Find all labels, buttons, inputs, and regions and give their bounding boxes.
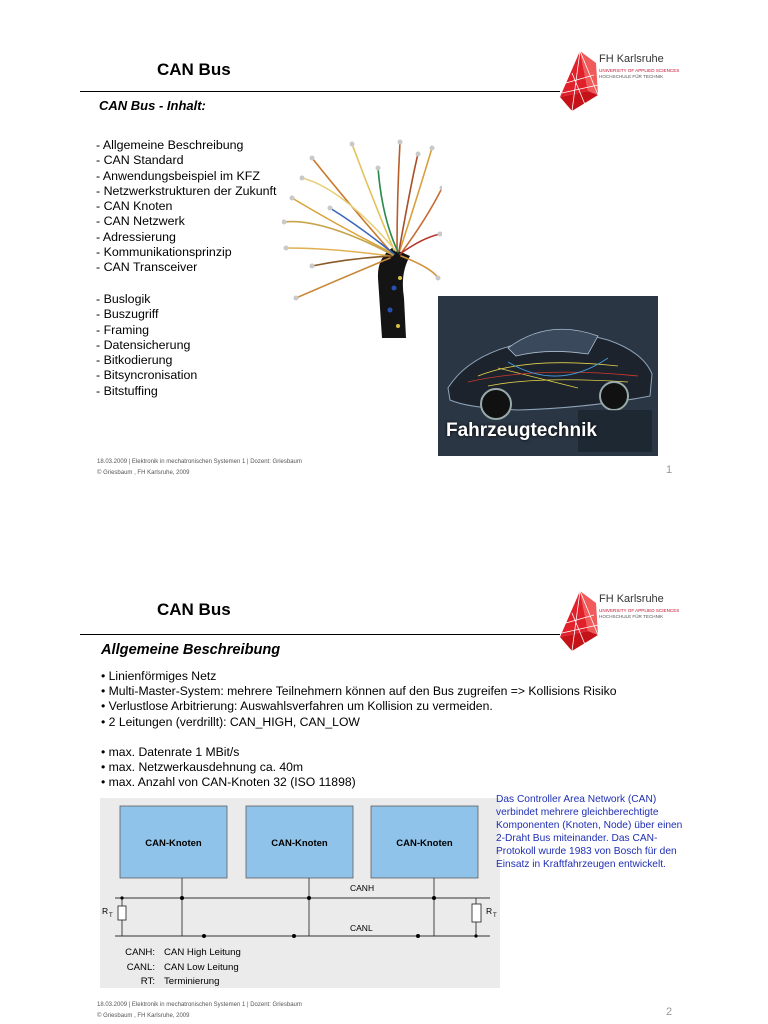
rt-label: R xyxy=(486,906,493,916)
canh-label: CANH xyxy=(350,883,375,893)
slide-footer xyxy=(97,1000,302,1022)
toc-item: - CAN Netzwerk xyxy=(96,214,185,229)
toc-item: - Datensicherung xyxy=(96,337,191,352)
slide-subtitle: Allgemeine Beschreibung xyxy=(101,642,281,658)
legend-value: CAN High Leitung xyxy=(164,947,241,958)
bullet-item: • max. Anzahl von CAN-Knoten 32 (ISO 11898) xyxy=(101,775,356,790)
toc-item: - Netzwerkstrukturen der Zukunft xyxy=(96,183,277,198)
toc-item: - CAN Transceiver xyxy=(96,260,198,275)
bullet-item: • max. Netzwerkausdehnung ca. 40m xyxy=(101,760,304,775)
bullet-item: • max. Datenrate 1 MBit/s xyxy=(101,745,240,759)
logo-subtitle: UNIVERSITY OF APPLIED SCIENCES xyxy=(599,68,680,73)
bullet-list xyxy=(101,745,356,791)
description-text: Das Controller Area Network (CAN) verbindet mehrere gleichberechtigte Komponenten (Knoten, Node) über einen 2-Draht Bus miteinander. Das CAN-Protokoll wurde 1983 von Bosch für den Einsatz in Kraftfahrzeugen entwickelt. xyxy=(496,794,683,870)
wire-harness-image xyxy=(282,138,442,338)
logo-subtitle: HOCHSCHULE FÜR TECHNIK xyxy=(599,74,664,79)
can-node-box xyxy=(120,806,227,878)
slide-title: CAN Bus xyxy=(157,600,231,619)
bullet-item: • Multi-Master-System: mehrere Teilnehmern können auf den Bus zugreifen => Kollisions Risiko xyxy=(101,684,617,699)
bullet-list xyxy=(101,669,616,730)
terminating-resistor xyxy=(118,906,126,920)
can-node-box xyxy=(246,806,353,878)
legend-key: CANL: xyxy=(126,961,155,973)
rt-label-sub: T xyxy=(493,913,497,919)
toc-item: - CAN Standard xyxy=(96,153,184,168)
toc-item: - Bitsyncronisation xyxy=(96,368,198,383)
toc-item: - Anwendungsbeispiel im KFZ xyxy=(96,168,260,183)
footer-line: © Griesbaum , FH Karlsruhe, 2009 xyxy=(97,470,190,476)
can-node-label: CAN-Knoten xyxy=(145,838,202,849)
bullet-item: • 2 Leitungen (verdrillt): CAN_HIGH, CAN_LOW xyxy=(101,714,360,729)
footer-line: © Griesbaum , FH Karlsruhe, 2009 xyxy=(97,1013,190,1019)
legend-key: CANH: xyxy=(125,947,155,958)
image-caption: Fahrzeugtechnik xyxy=(446,420,597,441)
fh-karlsruhe-logo xyxy=(558,45,698,115)
terminating-resistor xyxy=(472,904,481,922)
toc-item: - Buslogik xyxy=(96,292,151,306)
toc-item: - Buszugriff xyxy=(96,307,159,322)
title-divider xyxy=(80,91,560,92)
bullet-item: • Verlustlose Arbitrierung: Auswahlsverfahren um Kollision zu vermeiden. xyxy=(101,699,493,714)
rt-label: R xyxy=(102,906,109,916)
toc-list xyxy=(96,292,197,399)
logo-mark-icon xyxy=(558,45,598,117)
logo-name: FH Karlsruhe xyxy=(599,593,664,605)
logo-subtitle: HOCHSCHULE FÜR TECHNIK xyxy=(599,614,664,619)
fh-karlsruhe-logo xyxy=(558,585,698,655)
legend-key: RT: xyxy=(140,976,155,987)
can-node-box xyxy=(371,806,478,878)
footer-line: 18.03.2009 | Elektronik in mechatronischen Systemen 1 | Dozent: Griesbaum xyxy=(97,459,302,465)
page-number: 2 xyxy=(666,1006,673,1018)
logo-mark-icon xyxy=(558,585,598,657)
toc-list xyxy=(96,138,276,276)
can-node-label: CAN-Knoten xyxy=(271,838,328,849)
toc-item: - Allgemeine Beschreibung xyxy=(96,138,244,152)
toc-item: - Bitkodierung xyxy=(96,353,173,368)
legend-value: CAN Low Leitung xyxy=(164,961,239,973)
logo-subtitle: UNIVERSITY OF APPLIED SCIENCES xyxy=(599,608,680,613)
canl-label: CANL xyxy=(350,923,373,933)
footer-line: 18.03.2009 | Elektronik in mechatronischen Systemen 1 | Dozent: Griesbaum xyxy=(97,1002,302,1008)
toc-item: - CAN Knoten xyxy=(96,199,173,214)
diagram-legend xyxy=(124,946,241,990)
page-number: 1 xyxy=(666,464,673,476)
toc-item: - Adressierung xyxy=(96,229,176,244)
legend-value: Terminierung xyxy=(164,976,220,987)
legend-row xyxy=(124,946,241,961)
can-node-label: CAN-Knoten xyxy=(396,838,453,849)
toc-item: - Framing xyxy=(96,322,150,337)
bullet-item: • Linienförmiges Netz xyxy=(101,669,217,683)
legend-row xyxy=(124,961,241,976)
rt-label-sub: T xyxy=(109,913,113,919)
slide-footer xyxy=(97,457,302,479)
toc-item: - Kommunikationsprinzip xyxy=(96,245,232,260)
legend-row xyxy=(124,975,241,990)
title-divider xyxy=(80,634,560,635)
logo-name: FH Karlsruhe xyxy=(599,53,664,65)
slide-title: CAN Bus xyxy=(157,60,231,79)
toc-item: - Bitstuffing xyxy=(96,383,158,398)
slide-2 xyxy=(0,540,768,1024)
slide-subtitle: CAN Bus - Inhalt: xyxy=(99,98,206,113)
car-cutaway-image xyxy=(438,296,658,456)
